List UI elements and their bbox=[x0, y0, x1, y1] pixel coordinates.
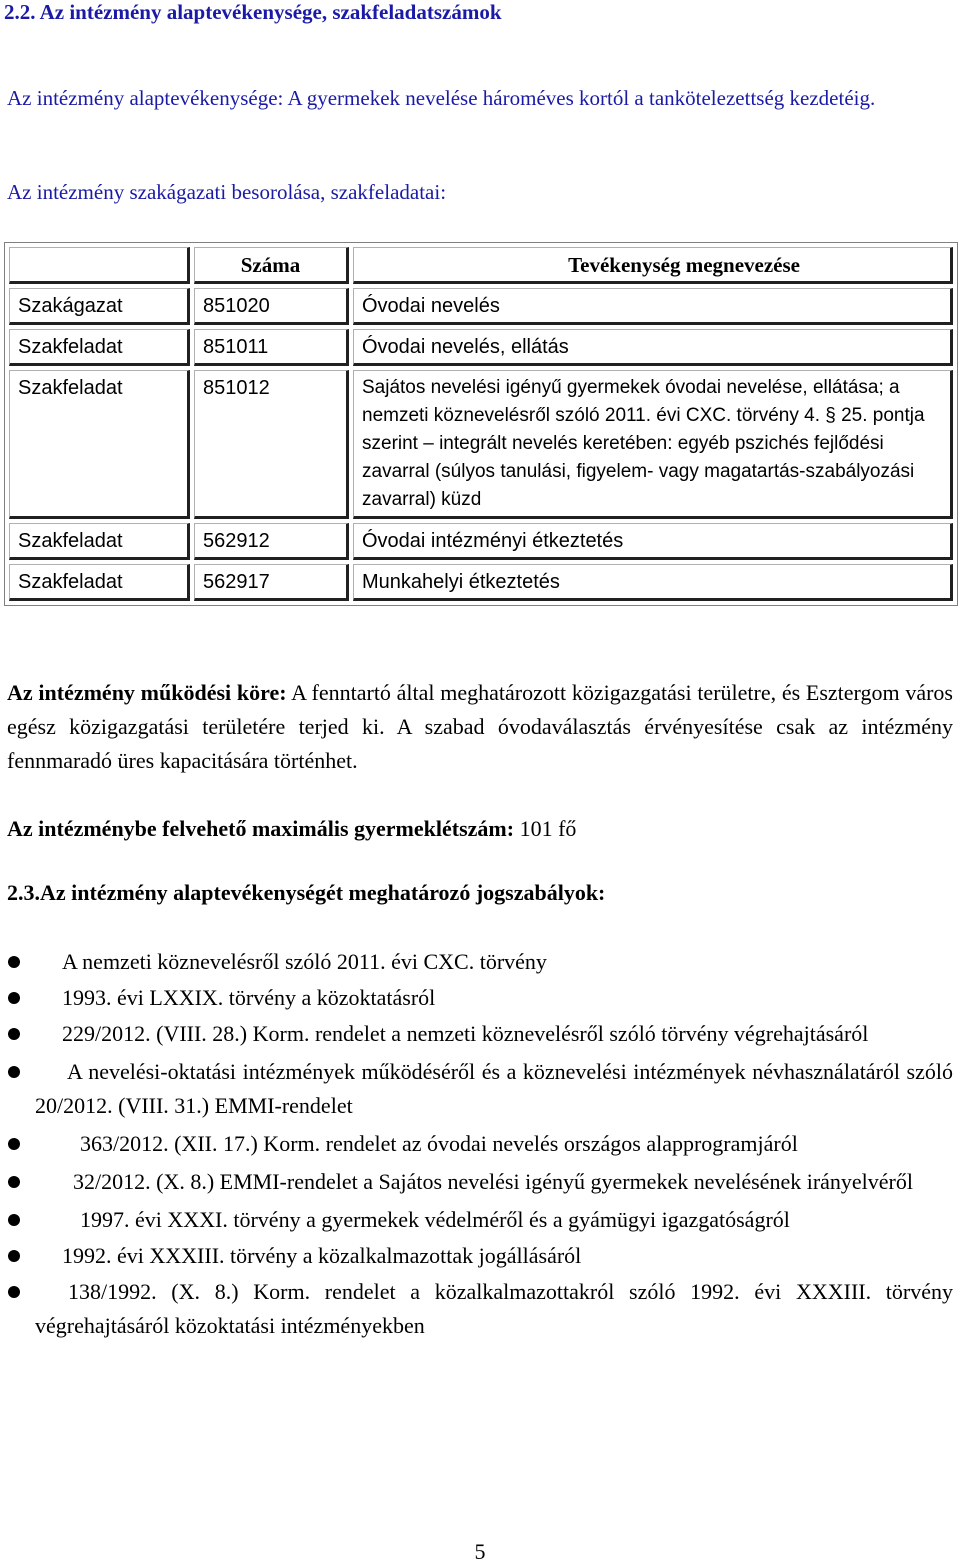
table-row bbox=[9, 564, 953, 601]
bullet-icon bbox=[8, 1214, 20, 1226]
law-text: A nemzeti köznevelésről szóló 2011. évi CXC. törvény bbox=[62, 949, 547, 974]
list-item bbox=[0, 1017, 960, 1051]
table-header-row bbox=[9, 247, 953, 284]
capacity-label: Az intézménybe felvehető maximális gyermeklétszám: bbox=[7, 816, 515, 841]
cell-activity: Sajátos nevelési igényű gyermekek óvodai nevelése, ellátása; a nemzeti köznevelésről szóló 2011. évi CXC. törvény 4. § 25. pontja szerint – integrált nevelés keretében: egyéb pszichés fejlődési zavarral (súlyos tanulási, figyelem- vagy magatartás-szabályozási zavarral) küzd bbox=[353, 370, 953, 519]
list-item bbox=[0, 1203, 960, 1237]
table-row bbox=[9, 329, 953, 366]
cell-number: 851011 bbox=[194, 329, 349, 366]
cell-activity: Óvodai nevelés, ellátás bbox=[353, 329, 953, 366]
subheading-classification: Az intézmény szakágazati besorolása, szakfeladatai: bbox=[7, 180, 447, 204]
cell-activity: Munkahelyi étkeztetés bbox=[353, 564, 953, 601]
list-item bbox=[0, 1165, 960, 1199]
cell-type: Szakfeladat bbox=[9, 329, 190, 366]
bullet-icon bbox=[8, 1138, 20, 1150]
scope-text: A fenntartó által meghatározott közigazgatási területre, és Esztergom város egész közigazgatási területére terjed ki. A szabad óvodaválasztás érvényesítése csak az intézmény fennmaradó üres kapacitására történhet. bbox=[7, 680, 953, 773]
list-item bbox=[0, 945, 960, 979]
bullet-icon bbox=[8, 1066, 20, 1078]
list-item bbox=[0, 981, 960, 1015]
bullet-icon bbox=[8, 1250, 20, 1262]
header-cell-number: Száma bbox=[194, 247, 349, 284]
bullet-icon bbox=[8, 1176, 20, 1188]
bullet-icon bbox=[8, 1028, 20, 1040]
bullet-icon bbox=[8, 956, 20, 968]
list-item bbox=[0, 1127, 960, 1161]
page-number: 5 bbox=[474, 1539, 486, 1564]
scope-label: Az intézmény működési köre: bbox=[7, 680, 287, 705]
activity-table bbox=[4, 242, 958, 606]
header-cell-activity: Tevékenység megnevezése bbox=[353, 247, 953, 284]
table-row bbox=[9, 370, 953, 519]
law-text: 229/2012. (VIII. 28.) Korm. rendelet a nemzeti köznevelésről szóló törvény végrehajtásáról bbox=[62, 1021, 869, 1046]
cell-number: 851020 bbox=[194, 288, 349, 325]
laws-list bbox=[0, 945, 960, 1343]
capacity-value: 101 fő bbox=[514, 816, 577, 841]
bullet-icon bbox=[8, 992, 20, 1004]
scope-paragraph bbox=[7, 676, 953, 778]
intro-text: Az intézmény alaptevékenysége: A gyermekek nevelése hároméves kortól a tankötelezettség kezdetéig. bbox=[7, 86, 876, 110]
section-heading-2-3: 2.3.Az intézmény alaptevékenységét meghatározó jogszabályok: bbox=[7, 880, 606, 905]
cell-type: Szakfeladat bbox=[9, 564, 190, 601]
cell-number: 851012 bbox=[194, 370, 349, 519]
cell-activity: Óvodai intézményi étkeztetés bbox=[353, 523, 953, 560]
law-text: A nevelési-oktatási intézmények működéséről és a köznevelési intézmények névhasználatáról szóló 20/2012. (VIII. 31.) EMMI-rendelet bbox=[35, 1059, 953, 1118]
cell-type: Szakágazat bbox=[9, 288, 190, 325]
cell-number: 562912 bbox=[194, 523, 349, 560]
cell-activity: Óvodai nevelés bbox=[353, 288, 953, 325]
table-row bbox=[9, 288, 953, 325]
law-text: 1997. évi XXXI. törvény a gyermekek védelméről és a gyámügyi igazgatóságról bbox=[80, 1207, 790, 1232]
law-text: 1992. évi XXXIII. törvény a közalkalmazottak jogállásáról bbox=[62, 1243, 582, 1268]
bullet-icon bbox=[8, 1286, 20, 1298]
cell-number: 562917 bbox=[194, 564, 349, 601]
list-item bbox=[0, 1055, 960, 1123]
law-text: 32/2012. (X. 8.) EMMI-rendelet a Sajátos nevelési igényű gyermekek nevelésének irányelvéről bbox=[73, 1169, 913, 1194]
header-cell-empty bbox=[9, 247, 190, 284]
cell-type: Szakfeladat bbox=[9, 370, 190, 519]
table-row bbox=[9, 523, 953, 560]
capacity-line bbox=[7, 812, 576, 846]
list-item bbox=[0, 1275, 960, 1343]
law-text: 138/1992. (X. 8.) Korm. rendelet a közalkalmazottakról szóló 1992. évi XXXIII. törvény végrehajtásáról közoktatási intézményekben bbox=[35, 1279, 953, 1338]
section-heading-2-2: 2.2. Az intézmény alaptevékenysége, szakfeladatszámok bbox=[4, 0, 502, 24]
law-text: 1993. évi LXXIX. törvény a közoktatásról bbox=[62, 985, 436, 1010]
law-text: 363/2012. (XII. 17.) Korm. rendelet az óvodai nevelés országos alapprogramjáról bbox=[80, 1131, 798, 1156]
cell-type: Szakfeladat bbox=[9, 523, 190, 560]
list-item bbox=[0, 1239, 960, 1273]
